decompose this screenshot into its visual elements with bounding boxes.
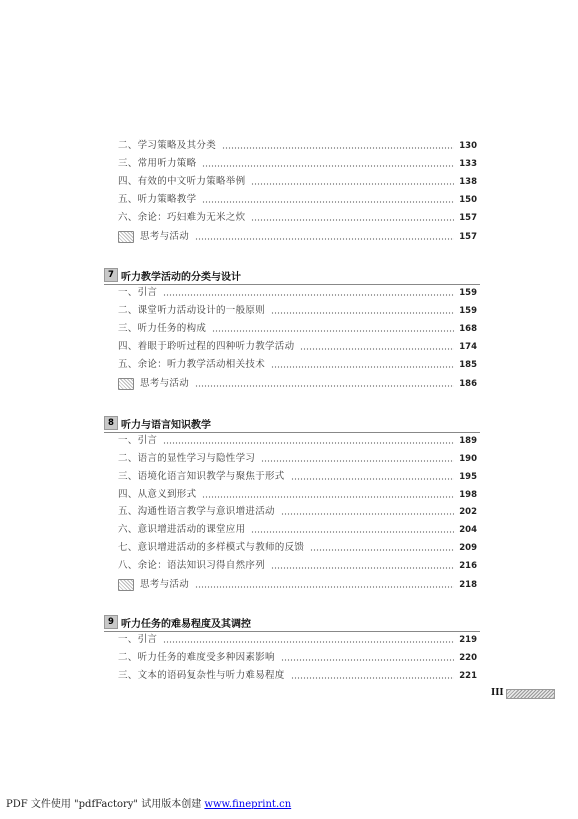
toc-entry-title: 八、余论：语法知识习得自然序列 bbox=[118, 560, 266, 571]
toc-entry-page: 159 bbox=[459, 306, 477, 316]
page-roman-numeral: III bbox=[491, 688, 504, 698]
toc-entry-title: 思考与活动 bbox=[140, 378, 190, 389]
page-number-tab bbox=[491, 689, 555, 698]
toc-entry[interactable] bbox=[118, 286, 477, 300]
toc-entry-title: 二、听力任务的难度受多种因素影响 bbox=[118, 652, 275, 663]
dot-leader bbox=[202, 201, 454, 203]
dot-leader bbox=[291, 478, 455, 480]
toc-entry-title: 三、文本的语码复杂性与听力难易程度 bbox=[118, 670, 285, 681]
footer-text: PDF 文件使用 "pdfFactory" 试用版本创建 bbox=[6, 799, 205, 810]
chapter-heading[interactable] bbox=[104, 415, 484, 431]
toc-entry-page: 189 bbox=[459, 436, 477, 446]
dot-leader bbox=[195, 586, 454, 588]
dot-leader bbox=[291, 677, 455, 679]
toc-entry[interactable] bbox=[118, 470, 477, 484]
toc-entry-title: 四、着眼于聆听过程的四种听力教学活动 bbox=[118, 341, 295, 352]
pdf-footer bbox=[6, 795, 291, 810]
toc-entry[interactable] bbox=[118, 340, 477, 354]
toc-entry-title: 六、余论：巧妇难为无米之炊 bbox=[118, 212, 246, 223]
toc-entry-title: 三、语境化语言知识教学与聚焦于形式 bbox=[118, 471, 285, 482]
toc-entry[interactable] bbox=[118, 377, 477, 391]
dot-leader bbox=[271, 312, 454, 314]
think-activity-icon bbox=[118, 378, 134, 390]
dot-leader bbox=[251, 219, 454, 221]
think-activity-icon bbox=[118, 231, 134, 243]
toc-entry[interactable] bbox=[118, 633, 477, 647]
toc-entry[interactable] bbox=[118, 322, 477, 336]
toc-entry-title: 一、引言 bbox=[118, 287, 158, 298]
toc-entry-page: 185 bbox=[459, 360, 477, 370]
toc-entry-page: 138 bbox=[459, 177, 477, 187]
toc-entry-title: 一、引言 bbox=[118, 435, 158, 446]
dot-leader bbox=[271, 366, 454, 368]
toc-entry-title: 一、引言 bbox=[118, 634, 158, 645]
toc-entry-title: 五、听力策略教学 bbox=[118, 194, 197, 205]
chapter-heading[interactable] bbox=[104, 614, 484, 630]
dot-leader bbox=[310, 549, 454, 551]
chapter-divider bbox=[104, 284, 480, 285]
toc-entry-title: 六、意识增进活动的课堂应用 bbox=[118, 524, 246, 535]
dot-leader bbox=[251, 183, 454, 185]
chapter-heading[interactable] bbox=[104, 267, 484, 283]
toc-entry[interactable] bbox=[118, 434, 477, 448]
toc-entry-page: 157 bbox=[459, 213, 477, 223]
toc-entry[interactable] bbox=[118, 230, 477, 244]
toc-entry-page: 150 bbox=[459, 195, 477, 205]
toc-entry-title: 二、课堂听力活动设计的一般原则 bbox=[118, 305, 266, 316]
dot-leader bbox=[281, 513, 454, 515]
toc-entry-title: 四、从意义到形式 bbox=[118, 489, 197, 500]
dot-leader bbox=[300, 348, 454, 350]
dot-leader bbox=[202, 165, 454, 167]
toc-entry-page: 198 bbox=[459, 490, 477, 500]
dot-leader bbox=[271, 567, 454, 569]
toc-entry-title: 三、听力任务的构成 bbox=[118, 323, 207, 334]
toc-entry[interactable] bbox=[118, 651, 477, 665]
toc-entry-page: 220 bbox=[459, 653, 477, 663]
toc-entry[interactable] bbox=[118, 669, 477, 683]
toc-entry-page: 204 bbox=[459, 525, 477, 535]
toc-entry-page: 209 bbox=[459, 543, 477, 553]
toc-entry[interactable] bbox=[118, 523, 477, 537]
toc-entry-title: 四、有效的中文听力策略举例 bbox=[118, 176, 246, 187]
toc-entry[interactable] bbox=[118, 578, 477, 592]
toc-entry[interactable] bbox=[118, 541, 477, 555]
dot-leader bbox=[195, 385, 454, 387]
toc-entry[interactable] bbox=[118, 358, 477, 372]
toc-entry-page: 130 bbox=[459, 141, 477, 151]
toc-entry-title: 二、学习策略及其分类 bbox=[118, 140, 217, 151]
toc-entry-title: 思考与活动 bbox=[140, 579, 190, 590]
toc-entry-title: 五、沟通性语言教学与意识增进活动 bbox=[118, 506, 275, 517]
toc-entry-title: 七、意识增进活动的多样模式与教师的反馈 bbox=[118, 542, 305, 553]
toc-entry-page: 174 bbox=[459, 342, 477, 352]
toc-entry-title: 五、余论：听力教学活动相关技术 bbox=[118, 359, 266, 370]
toc-entry-page: 157 bbox=[459, 232, 477, 242]
toc-entry-title: 二、语言的显性学习与隐性学习 bbox=[118, 453, 256, 464]
toc-entry[interactable] bbox=[118, 559, 477, 573]
toc-entry[interactable] bbox=[118, 505, 477, 519]
toc-entry-page: 133 bbox=[459, 159, 477, 169]
chapter-divider bbox=[104, 631, 480, 632]
toc-entry-page: 216 bbox=[459, 561, 477, 571]
toc-entry-page: 168 bbox=[459, 324, 477, 334]
toc-entry-page: 219 bbox=[459, 635, 477, 645]
toc-entry-page: 186 bbox=[459, 379, 477, 389]
chapter-divider bbox=[104, 432, 480, 433]
chapter-title: 听力任务的难易程度及其调控 bbox=[121, 618, 251, 630]
footer-link[interactable]: www.fineprint.cn bbox=[204, 799, 292, 810]
toc-entry[interactable] bbox=[118, 193, 477, 207]
dot-leader bbox=[251, 531, 454, 533]
toc-entry[interactable] bbox=[118, 157, 477, 171]
toc-entry-title: 三、常用听力策略 bbox=[118, 158, 197, 169]
toc-entry-page: 159 bbox=[459, 288, 477, 298]
think-activity-icon bbox=[118, 579, 134, 591]
toc-entry[interactable] bbox=[118, 139, 477, 153]
toc-entry-page: 218 bbox=[459, 580, 477, 590]
chapter-number-badge: 8 bbox=[104, 416, 118, 430]
toc-entry-page: 221 bbox=[459, 671, 477, 681]
toc-entry-page: 202 bbox=[459, 507, 477, 517]
dot-leader bbox=[202, 496, 454, 498]
chapter-title: 听力与语言知识教学 bbox=[121, 419, 211, 431]
toc-entry[interactable] bbox=[118, 211, 477, 225]
toc-entry-title: 思考与活动 bbox=[140, 231, 190, 242]
dot-leader bbox=[163, 294, 454, 296]
dot-leader bbox=[212, 330, 454, 332]
hatched-tab-bar bbox=[506, 689, 555, 699]
dot-leader bbox=[261, 460, 454, 462]
chapter-number-badge: 9 bbox=[104, 615, 118, 629]
dot-leader bbox=[163, 641, 454, 643]
toc-entry-page: 195 bbox=[459, 472, 477, 482]
dot-leader bbox=[222, 147, 454, 149]
dot-leader bbox=[281, 659, 454, 661]
toc-entry-page: 190 bbox=[459, 454, 477, 464]
toc-entry[interactable] bbox=[118, 304, 477, 318]
toc-entry[interactable] bbox=[118, 175, 477, 189]
chapter-number-badge: 7 bbox=[104, 268, 118, 282]
toc-entry[interactable] bbox=[118, 488, 477, 502]
dot-leader bbox=[163, 442, 454, 444]
toc-entry[interactable] bbox=[118, 452, 477, 466]
dot-leader bbox=[195, 238, 454, 240]
chapter-title: 听力教学活动的分类与设计 bbox=[121, 271, 241, 283]
